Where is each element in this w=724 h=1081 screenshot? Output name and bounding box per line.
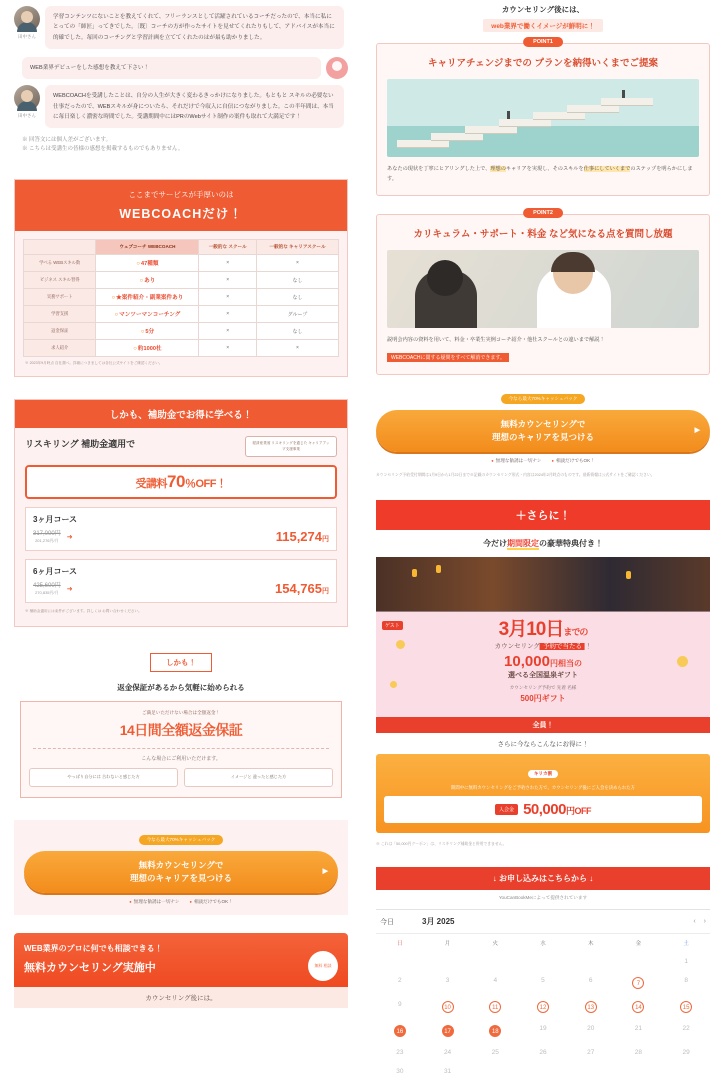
course-price-row bbox=[33, 581, 329, 596]
comparison-body bbox=[15, 231, 347, 376]
point-image-people bbox=[387, 250, 699, 328]
calendar-day-number: 11 bbox=[489, 1001, 501, 1013]
calendar-cell-empty bbox=[567, 952, 615, 971]
cta-block bbox=[376, 387, 710, 464]
avatar-name: 田中さん bbox=[18, 113, 36, 119]
comparison-table-body bbox=[24, 255, 339, 357]
cta-foot-item: ● 相談だけでもOK！ bbox=[190, 899, 233, 905]
old-price-monthly: 201,276円/月 bbox=[35, 537, 59, 543]
calendar-day: 25 bbox=[491, 1049, 499, 1057]
calendar-month-label: 3月 2025 bbox=[422, 917, 455, 927]
cell-school: × bbox=[199, 289, 257, 306]
row-label: 学べる WEBスキル数 bbox=[24, 255, 96, 272]
point-description bbox=[387, 336, 699, 346]
refund-case: やっぱり自分には 合わないと感じた方 bbox=[29, 768, 178, 787]
onsen-amazon-gift: 500円ギフト bbox=[520, 693, 566, 703]
calendar-day[interactable] bbox=[615, 971, 663, 995]
bottom-banner bbox=[14, 933, 348, 987]
calendar-cell-empty bbox=[519, 1062, 567, 1081]
table-row bbox=[24, 289, 339, 306]
table-row bbox=[24, 323, 339, 340]
calendar-day[interactable] bbox=[519, 995, 567, 1019]
circle-icon: ○ bbox=[111, 295, 116, 302]
table-row bbox=[24, 255, 339, 272]
onsen-l2-pre: カウンセリング bbox=[494, 643, 540, 651]
gov-badge: 経済産業省 リスキリングを通じた キャリアアップ支援事業 bbox=[245, 436, 337, 457]
subsidy-header: しかも、補助金でお得に学べる！ bbox=[15, 400, 347, 428]
point-title: キャリアチェンジまでの プランを納得いくまでご提案 bbox=[427, 58, 659, 69]
onsen-l2-post: ！ bbox=[584, 643, 592, 651]
today-button[interactable]: 今日 bbox=[380, 918, 394, 926]
course-old-price bbox=[33, 582, 61, 596]
new-price-value: 115,274 bbox=[275, 529, 322, 545]
cell-school: × bbox=[199, 340, 257, 357]
cta-foot-item: ● 相談だけでもOK！ bbox=[552, 458, 595, 464]
free-counseling-button[interactable] bbox=[376, 410, 710, 452]
calendar-dow: 金 bbox=[635, 941, 642, 948]
cta-badge: 今なら最大70%キャッシュバック bbox=[139, 835, 224, 845]
sara-pre: 今だけ bbox=[483, 538, 507, 548]
comparison-section bbox=[14, 179, 348, 377]
calendar-day-number: 16 bbox=[394, 1025, 406, 1037]
right-header bbox=[362, 0, 724, 35]
course-name: 6ヶ月コース bbox=[33, 567, 78, 577]
calendar-header bbox=[376, 910, 710, 934]
calendar-day-number: 7 bbox=[632, 977, 644, 989]
discount-value: 70 bbox=[167, 472, 185, 492]
cell-value: 5分 bbox=[145, 329, 155, 336]
onsen-amount-value: 10,000 bbox=[504, 652, 550, 670]
cell-webcoach bbox=[96, 272, 199, 289]
cell-webcoach bbox=[96, 323, 199, 340]
cell-value: ★案件紹介・副業案件あり bbox=[116, 295, 184, 302]
cta-foot-item: ● 無理な勧誘は一切ナシ bbox=[491, 458, 541, 464]
calendar-day: 29 bbox=[682, 1049, 690, 1057]
free-counseling-button[interactable] bbox=[24, 851, 338, 893]
entry-fee-discount-box bbox=[376, 754, 710, 833]
subsidy-note: ※ 補助金適用には条件がございます。詳しくは お問い合わせください。 bbox=[25, 609, 142, 614]
calendar-day: 9 bbox=[398, 1001, 402, 1009]
calendar-day[interactable] bbox=[567, 995, 615, 1019]
cell-webcoach bbox=[96, 289, 199, 306]
calendar-day: 23 bbox=[396, 1049, 404, 1057]
calendar-day[interactable] bbox=[471, 1019, 519, 1043]
row-label: 返金保証 bbox=[24, 323, 96, 340]
refund-caption: ご満足いただけない場合は全額返金！ bbox=[141, 710, 221, 716]
interviewer-photo bbox=[326, 57, 348, 79]
onsen-amount bbox=[504, 653, 582, 670]
calendar-day: 31 bbox=[443, 1068, 452, 1076]
calendar-day[interactable] bbox=[424, 1019, 472, 1043]
calendar-day: 5 bbox=[541, 977, 545, 985]
comparison-brand bbox=[19, 204, 343, 222]
cta-line1: 無料カウンセリングで bbox=[138, 860, 224, 871]
banner-line2: 無料カウンセリング実施中 bbox=[24, 961, 156, 974]
calendar-day: 3 bbox=[445, 977, 450, 985]
calendar-day: 30 bbox=[396, 1068, 404, 1076]
ycbm-credit: YouCanBookMeによって提供されています bbox=[498, 895, 588, 901]
right-header-line1: カウンセリング後には、 bbox=[501, 5, 585, 14]
cell-career: グループ bbox=[256, 306, 338, 323]
point-image-stairs bbox=[387, 79, 699, 157]
calendar-day-number: 18 bbox=[489, 1025, 501, 1037]
calendar-day: 21 bbox=[634, 1025, 643, 1033]
circle-icon: ○ bbox=[140, 329, 145, 336]
left-column bbox=[0, 0, 362, 1024]
calendar-dow: 木 bbox=[587, 941, 594, 948]
disclaimer-notes bbox=[0, 128, 362, 153]
th-school: 一般的な スクール bbox=[199, 239, 257, 254]
calendar-day: 2 bbox=[398, 977, 402, 985]
onsen-date bbox=[499, 614, 588, 641]
course-price-card bbox=[25, 507, 337, 551]
calendar-cell-empty bbox=[662, 1062, 710, 1081]
arrow-icon: ➜ bbox=[66, 533, 73, 541]
point-desc-mid: キャリアを実現し、そのスキルを bbox=[505, 166, 584, 173]
calendar-cell-empty bbox=[615, 952, 663, 971]
course-new-price bbox=[276, 529, 329, 544]
calendar-dow: 水 bbox=[540, 941, 546, 948]
calendar-cell-empty bbox=[376, 952, 424, 971]
cta-badge: 今なら最大70%キャッシュバック bbox=[501, 394, 586, 404]
point-description bbox=[387, 165, 699, 185]
row-label: 学習支援 bbox=[24, 306, 96, 323]
point-desc-pre: あなたの現状を丁寧にヒアリングした上で、 bbox=[387, 166, 491, 173]
point-tag: POINT2 bbox=[523, 208, 563, 218]
discount-amount-value: 50,000 bbox=[523, 801, 566, 819]
cell-career: × bbox=[256, 340, 338, 357]
refund-title: 返金保証があるから気軽に始められる bbox=[117, 683, 245, 693]
chevron-right-icon: ▶ bbox=[322, 867, 328, 875]
sara-highlight: 期間限定 bbox=[507, 538, 539, 548]
cell-value: 約1000社 bbox=[137, 346, 162, 353]
brand-name: WEBCOACH bbox=[119, 206, 203, 221]
point-card-2 bbox=[376, 209, 710, 375]
onsen-amount-suffix: 円相当の bbox=[549, 658, 582, 668]
next-month-icon[interactable]: › bbox=[703, 918, 706, 926]
table-row bbox=[24, 272, 339, 289]
cell-webcoach bbox=[96, 340, 199, 357]
avatar-photo bbox=[14, 6, 40, 32]
booking-calendar[interactable] bbox=[376, 909, 710, 1081]
free-seal-icon: 無料 相談 bbox=[308, 951, 338, 981]
cell-career: なし bbox=[256, 272, 338, 289]
onsen-line2 bbox=[495, 641, 592, 650]
calendar-day[interactable] bbox=[424, 995, 472, 1019]
point-tag: POINT1 bbox=[523, 37, 563, 47]
question-text: WEB業界デビューをした感想を教えて下さい！ bbox=[22, 57, 321, 79]
cell-career: なし bbox=[256, 323, 338, 340]
cta-line1: 無料カウンセリングで bbox=[500, 419, 586, 429]
calendar-cell-empty bbox=[567, 1062, 615, 1081]
discount-tag: キリカ割 bbox=[528, 770, 558, 778]
old-price-total: 425,600円 bbox=[33, 582, 61, 589]
row-label: 実務サポート bbox=[24, 289, 96, 306]
cell-value: 47種類 bbox=[141, 261, 159, 268]
avatar bbox=[14, 85, 40, 128]
th-webcoach: ウェブコーチ WEBCOACH bbox=[96, 239, 199, 254]
discount-suffix: ％OFF！ bbox=[184, 478, 227, 491]
calendar-dow: 土 bbox=[683, 941, 689, 948]
calendar-day-number: 14 bbox=[632, 1001, 644, 1013]
interview-question bbox=[0, 49, 362, 79]
calendar-cell-empty bbox=[519, 952, 567, 971]
calendar-day[interactable] bbox=[615, 995, 663, 1019]
calendar-day: 4 bbox=[493, 977, 498, 985]
right-column bbox=[362, 0, 724, 1076]
calendar-day: 6 bbox=[588, 977, 593, 985]
cta-footnotes bbox=[24, 899, 338, 905]
refund-box bbox=[20, 701, 342, 798]
point-highlight: WEBCOACHに関する疑問をすべて解消できます。 bbox=[387, 353, 509, 362]
calendar-day: 22 bbox=[682, 1025, 690, 1033]
cell-school: × bbox=[199, 255, 257, 272]
sara-post: の豪華特典付き！ bbox=[539, 538, 603, 548]
cta-block bbox=[14, 820, 348, 915]
course-price-card bbox=[25, 559, 337, 603]
testimonial-text: 学習コンテンツにないことを教えてくれて、フリーランスとして活躍されているコーチだったので、本当に私にとっての「師匠」ってきでした。〔既〕コーチの方が作ったサイトを見せてくれたりもして、アドバイスが本当に的確でした。毎回のコーチングと学習計画を立ててくれたのはが最も助かりました。 bbox=[45, 6, 344, 49]
comparison-note: ※ 2023年9月時点 自社調べ。詳細につきましては各社公式サイトをご確認ください。 bbox=[25, 361, 163, 366]
calendar-day-number: 13 bbox=[585, 1001, 597, 1013]
cell-school: × bbox=[199, 323, 257, 340]
point-desc-hl2: 仕事にしていくまで bbox=[583, 166, 631, 173]
discount-prefix: 受講料 bbox=[135, 478, 168, 491]
calendar-day: 26 bbox=[539, 1049, 547, 1057]
testimonial-item bbox=[0, 0, 362, 49]
cta-footnotes bbox=[376, 458, 710, 464]
comparison-lead: ここまでサービスが手厚いのは bbox=[128, 189, 234, 199]
cta-line2: 理想のキャリアを見つける bbox=[129, 872, 232, 883]
calendar-dow: 月 bbox=[444, 941, 451, 948]
subsidy-body bbox=[15, 428, 347, 626]
right-header-line2: web業界で働くイメージが鮮明に！ bbox=[483, 19, 602, 32]
shikamo-label: しかも！ bbox=[150, 653, 212, 672]
banner-line1: WEB業界のプロに何でも相談できる！ bbox=[24, 943, 163, 953]
sara-subtitle bbox=[362, 538, 724, 549]
calendar-cell-empty bbox=[424, 952, 472, 971]
calendar-day[interactable] bbox=[376, 1019, 424, 1043]
avatar-photo bbox=[14, 85, 40, 111]
comparison-header bbox=[15, 180, 347, 231]
zenin-subtitle: さらに今ならこんなにお得に！ bbox=[497, 740, 589, 748]
banner-footer: カウンセリング後には。 bbox=[14, 987, 348, 1008]
testimonial-text: WEBCOACHを受講したことは、自分の人生が大きく変わるきっかけになりました。もともと スキルの必要ない仕事だったので、WEBスキルが身についたら、それだけで今収入に自信につながりました。この半年間は、本当に毎日楽しく濃密な時間でした。受講期間中にはPRのWebサイト制作の案件も取れて大満足です！ bbox=[45, 85, 344, 128]
cell-school: × bbox=[199, 306, 257, 323]
discount-description: 期間中に無料カウンセリングをご予約された方で、カウンセリング後にご入会を決められた方 bbox=[450, 784, 636, 790]
calendar-day: 28 bbox=[634, 1049, 643, 1057]
cell-webcoach bbox=[96, 306, 199, 323]
calendar-day-number: 17 bbox=[442, 1025, 454, 1037]
point-desc-post: のステップを明らかにします。 bbox=[387, 166, 693, 183]
circle-icon: ○ bbox=[139, 278, 144, 285]
course-new-price bbox=[275, 581, 329, 596]
testimonial-item bbox=[0, 79, 362, 128]
onsen-sub-note: カウンセリング予約で 先着 名様 bbox=[509, 684, 577, 690]
divider bbox=[33, 748, 329, 749]
calendar-dow: 日 bbox=[397, 941, 403, 948]
onsen-date-main: 3月10日 bbox=[498, 619, 564, 641]
entry-fee-label: 入会金 bbox=[495, 804, 518, 815]
cell-value: マンツーマンコーチング bbox=[119, 312, 181, 319]
new-price-unit: 円 bbox=[322, 588, 329, 596]
cell-webcoach bbox=[96, 255, 199, 272]
calendar-day: 20 bbox=[587, 1025, 595, 1033]
point-card-1 bbox=[376, 39, 710, 196]
zenin-banner: 全員！ bbox=[376, 717, 710, 733]
calendar-day[interactable] bbox=[471, 995, 519, 1019]
old-price-total: 317,000円 bbox=[33, 530, 61, 537]
discount-amount-unit: 円OFF bbox=[565, 806, 591, 817]
onsen-date-suffix: までの bbox=[563, 627, 588, 638]
cell-school: × bbox=[199, 272, 257, 289]
chevron-right-icon: ▶ bbox=[694, 426, 700, 434]
sara-banner: ＋さらに！ bbox=[376, 500, 710, 530]
refund-case: イメージと 違ったと感じた方 bbox=[184, 768, 333, 787]
new-price-value: 154,765 bbox=[275, 581, 322, 597]
calendar-day-number: 10 bbox=[442, 1001, 454, 1013]
point-desc-text: 説明会内容の資料を用いて、料金・卒業生実例コーチ紹介・他社スクールとの違いまで解説！ bbox=[387, 337, 605, 344]
cell-career: × bbox=[256, 255, 338, 272]
apply-banner: ↓ お申し込みはこちらから ↓ bbox=[376, 867, 710, 890]
note-line: ※ こちらは受講生の皆様の感想を掲載するものでもありません。 bbox=[22, 145, 184, 152]
brand-suffix: だけ！ bbox=[202, 206, 243, 221]
table-row bbox=[24, 340, 339, 357]
calendar-day-number: 15 bbox=[680, 1001, 692, 1013]
discount-amount-row bbox=[384, 796, 702, 823]
row-label: 求人紹介 bbox=[24, 340, 96, 357]
subsidy-section bbox=[14, 399, 348, 627]
discount-headline bbox=[25, 465, 337, 499]
calendar-nav bbox=[693, 918, 706, 925]
calendar-day[interactable] bbox=[662, 995, 710, 1019]
calendar-day: 24 bbox=[443, 1049, 452, 1057]
course-old-price bbox=[33, 530, 61, 544]
avatar bbox=[14, 6, 40, 49]
row-label: ビジネス スキル習得 bbox=[24, 272, 96, 289]
calendar-cell-empty bbox=[471, 1062, 519, 1081]
onsen-tag: ゲスト bbox=[382, 621, 403, 630]
calendar-day-number: 12 bbox=[537, 1001, 549, 1013]
course-name: 3ヶ月コース bbox=[33, 515, 78, 525]
refund-cases bbox=[29, 768, 333, 787]
table-header-row bbox=[24, 239, 339, 254]
calendar-dow: 火 bbox=[492, 941, 499, 948]
cell-career: なし bbox=[256, 289, 338, 306]
arrow-icon: ➜ bbox=[66, 585, 73, 593]
onsen-photo bbox=[376, 557, 710, 611]
prev-month-icon[interactable]: ‹ bbox=[693, 918, 696, 926]
onsen-l2-box: 予約で当たる bbox=[540, 643, 585, 650]
refund-sub: こんな場合にご利用いただけます。 bbox=[141, 756, 221, 763]
table-row bbox=[24, 306, 339, 323]
note-line: ※ 回答文には個人差がございます。 bbox=[22, 137, 112, 144]
calendar-grid bbox=[376, 934, 710, 1081]
avatar-name: 田中さん bbox=[18, 34, 36, 39]
cell-value: あり bbox=[144, 278, 156, 285]
subsidy-lead: リスキリング 補助金適用で bbox=[25, 439, 136, 450]
calendar-day: 8 bbox=[684, 977, 688, 985]
calendar-day: 1 bbox=[684, 958, 688, 966]
th-blank bbox=[24, 239, 96, 254]
th-career: 一般的な キャリアスクール bbox=[256, 239, 338, 254]
interviewer-avatar bbox=[326, 57, 348, 79]
point-desc-hl: 理想の bbox=[490, 166, 506, 173]
comparison-table bbox=[23, 239, 339, 357]
circle-icon: ○ bbox=[114, 312, 119, 319]
onsen-gift-label: 選べる全国温泉ギフト bbox=[508, 672, 578, 680]
circle-icon: ○ bbox=[136, 261, 141, 268]
course-price-row bbox=[33, 529, 329, 544]
cta-line2: 理想のキャリアを見つける bbox=[491, 431, 594, 442]
new-price-unit: 円 bbox=[322, 536, 329, 544]
refund-headline: 14日間全額返金保証 bbox=[119, 722, 243, 739]
onsen-campaign-banner bbox=[376, 557, 710, 717]
cta-foot-item: ● 無理な勧誘は一切ナシ bbox=[129, 899, 179, 905]
calendar-cell-empty bbox=[471, 952, 519, 971]
discount-amount bbox=[523, 801, 591, 818]
calendar-cell-empty bbox=[615, 1062, 663, 1081]
point-title: カリキュラム・サポート・料金 など気になる点を質問し放題 bbox=[413, 228, 673, 240]
calendar-day: 19 bbox=[539, 1025, 547, 1033]
right-note: カウンセリング予約受付期間は1月9日から1月22日まで※記載のカウンセリング形式・内容は2024年2月時点のものです。最新情報は公式サイトをご確認ください。 bbox=[376, 472, 655, 477]
yellow-note: ※ これは「50,000円クーポン」は、リスキリング補助金と併用できません。 bbox=[376, 842, 507, 847]
old-price-monthly: 270,835円/月 bbox=[35, 589, 59, 595]
calendar-day: 27 bbox=[587, 1049, 595, 1057]
circle-icon: ○ bbox=[133, 346, 137, 353]
